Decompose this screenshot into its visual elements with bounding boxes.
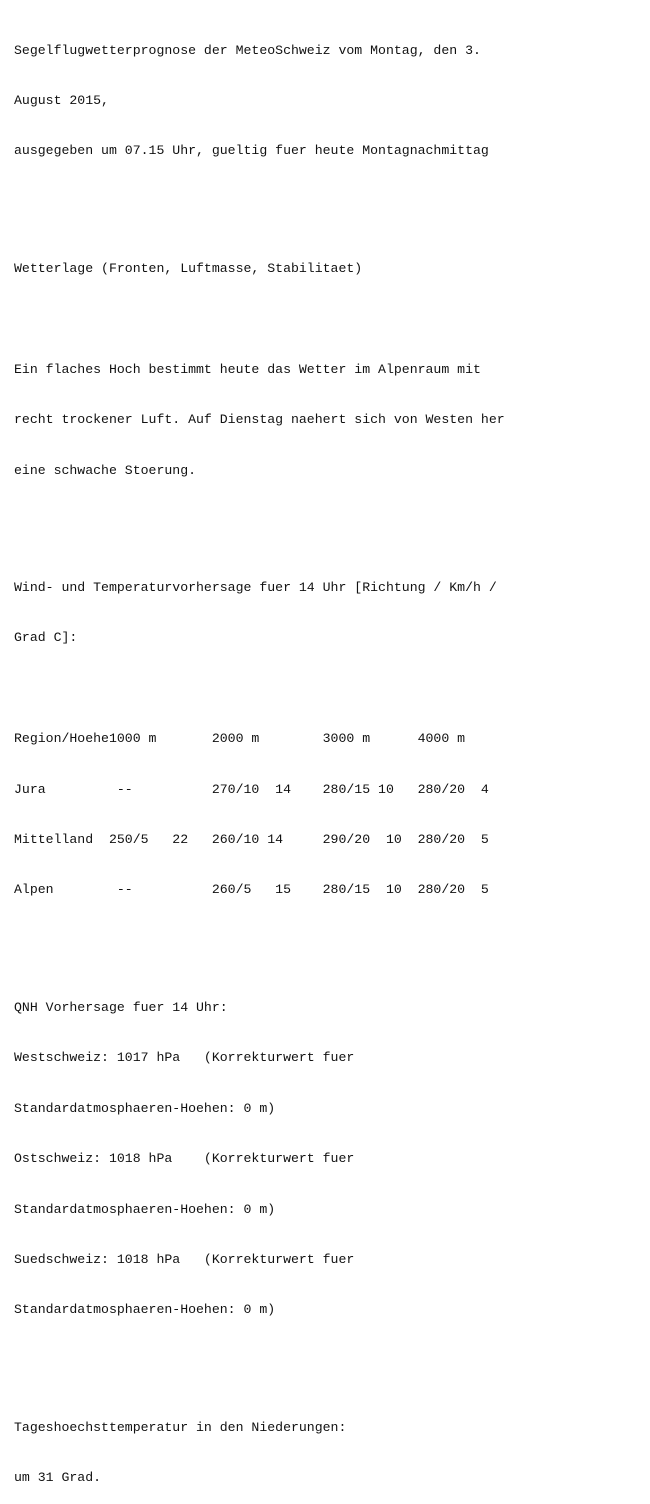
qnh-line: Westschweiz: 1017 hPa (Korrekturwert fuer (14, 1050, 355, 1066)
max-temp-heading: Tageshoechsttemperatur in den Niederungen: (14, 1419, 347, 1435)
weather-situation-heading: Wetterlage (Fronten, Luftmasse, Stabilitaet) (14, 260, 363, 276)
wind-temp-row-mittelland: Mittelland 250/5 22 260/10 14 290/20 10 280/20 5 (14, 832, 489, 848)
wind-temp-row-alpen: Alpen -- 260/5 15 280/15 10 280/20 5 (14, 882, 489, 898)
weather-situation-text: recht trockener Luft. Auf Dienstag naehert sich von Westen her (14, 412, 505, 428)
max-temp-value: um 31 Grad. (14, 1470, 102, 1486)
spacer (14, 933, 644, 950)
spacer (14, 513, 644, 530)
weather-situation-text: eine schwache Stoerung. (14, 462, 197, 478)
qnh-line: Standardatmosphaeren-Hoehen: 0 m) (14, 1201, 276, 1217)
spacer (14, 1353, 644, 1370)
qnh-line: Standardatmosphaeren-Hoehen: 0 m) (14, 1302, 276, 1318)
wind-temp-heading: Grad C]: (14, 630, 78, 646)
wind-temp-row-jura: Jura -- 270/10 14 280/15 10 280/20 4 (14, 781, 489, 797)
qnh-line: Ostschweiz: 1018 hPa (Korrekturwert fuer (14, 1151, 355, 1167)
spacer (14, 194, 644, 211)
title-line-1: Segelflugwetterprognose der MeteoSchweiz vom Montag, den 3. (14, 42, 481, 58)
wind-temp-table-header: Region/Hoehe1000 m 2000 m 3000 m 4000 m (14, 731, 466, 747)
title-line-2: August 2015, (14, 92, 109, 108)
issued-line: ausgegeben um 07.15 Uhr, gueltig fuer heute Montagnachmittag (14, 143, 489, 159)
qnh-line: Suedschweiz: 1018 hPa (Korrekturwert fuer (14, 1251, 355, 1267)
forecast-document (14, 9, 644, 1504)
qnh-line: Standardatmosphaeren-Hoehen: 0 m) (14, 1100, 276, 1116)
weather-situation-text: Ein flaches Hoch bestimmt heute das Wetter im Alpenraum mit (14, 361, 481, 377)
qnh-heading: QNH Vorhersage fuer 14 Uhr: (14, 1000, 228, 1016)
wind-temp-heading: Wind- und Temperaturvorhersage fuer 14 Uhr [Richtung / Km/h / (14, 580, 497, 596)
spacer (14, 681, 644, 698)
spacer (14, 311, 644, 328)
